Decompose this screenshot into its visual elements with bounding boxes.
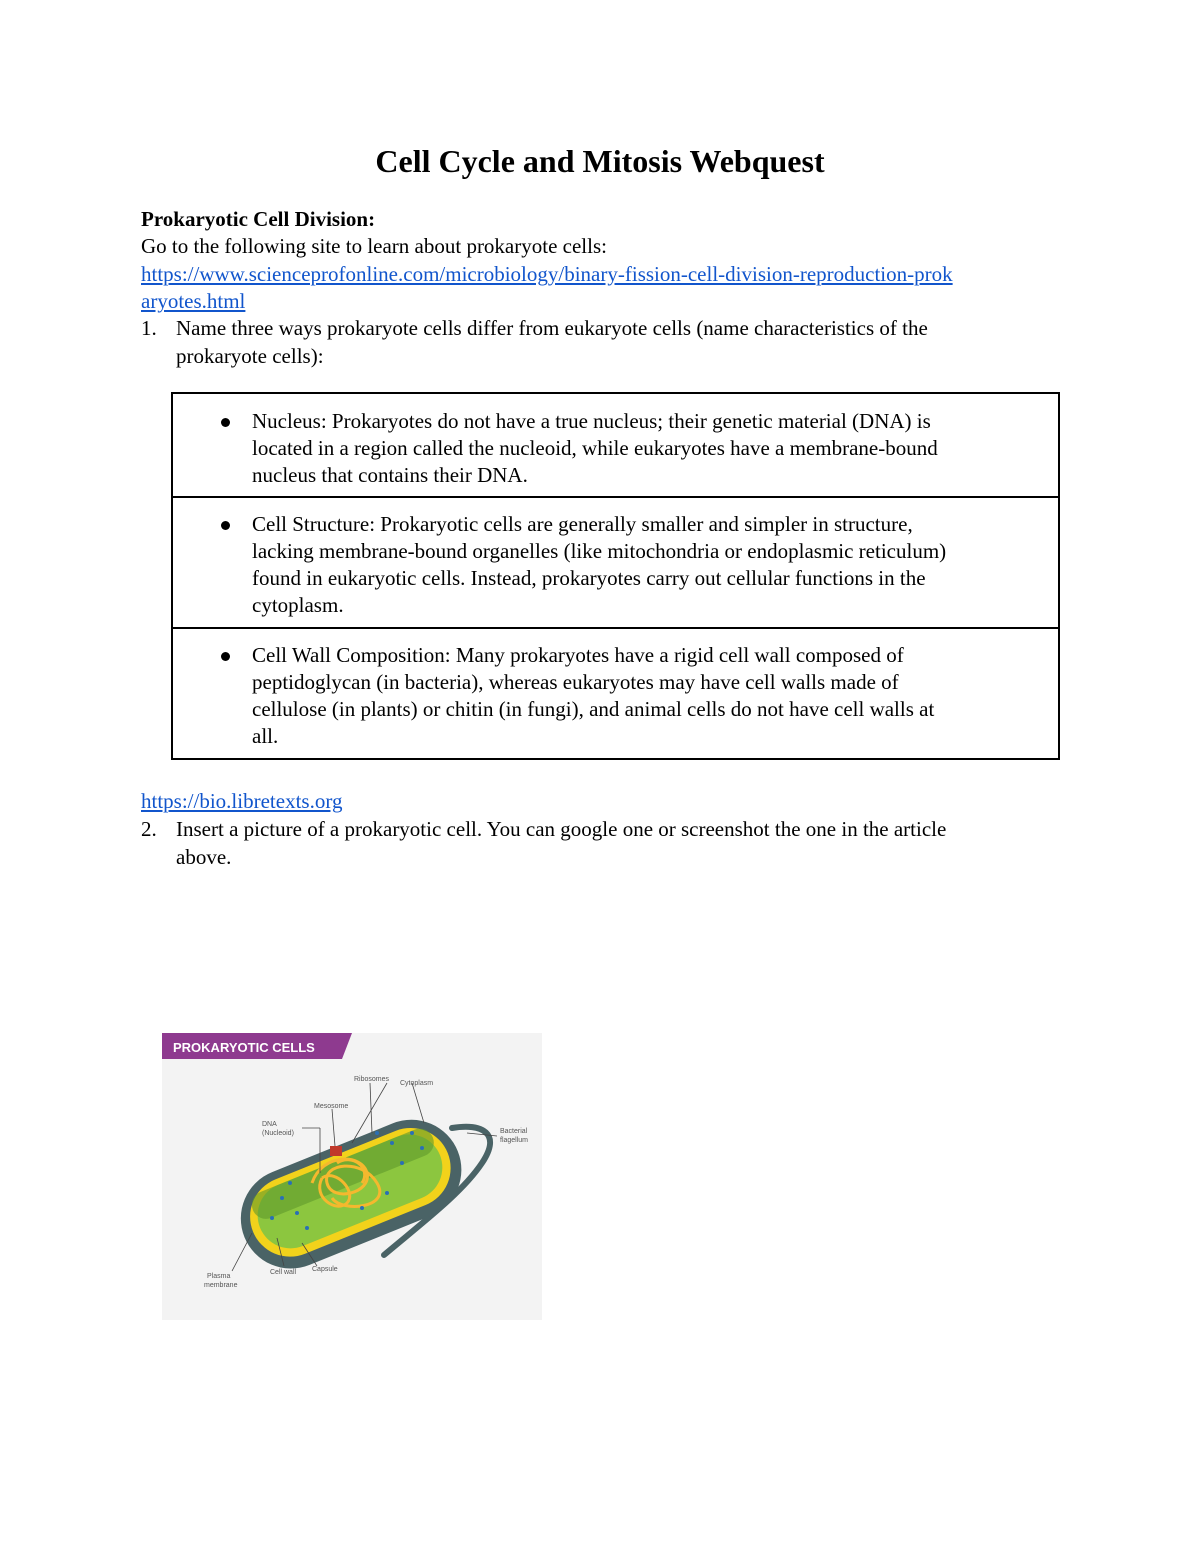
banner-text: PROKARYOTIC CELLS xyxy=(173,1040,315,1055)
link-libretexts-line[interactable] xyxy=(141,787,342,815)
answer-line: peptidoglycan (in bacteria), whereas eukaryotes may have cell walls made of xyxy=(252,670,899,694)
answer-table xyxy=(171,392,1060,760)
answer-cell-nucleus[interactable] xyxy=(173,394,1058,498)
section-heading: Prokaryotic Cell Division: xyxy=(141,207,376,231)
label-dna: DNA xyxy=(262,1121,277,1128)
answer-line: cytoplasm. xyxy=(252,593,344,617)
bullet-icon xyxy=(221,652,230,661)
intro-text: Go to the following site to learn about prokaryote cells: xyxy=(141,234,607,258)
label-flagellum: flagellum xyxy=(500,1137,529,1144)
label-cytoplasm: Cytoplasm xyxy=(400,1080,434,1087)
link-scienceprofonline-cont[interactable]: aryotes.html xyxy=(141,289,246,313)
label-ribosomes: Ribosomes xyxy=(354,1076,390,1083)
question-1-line: prokaryote cells): xyxy=(176,344,324,368)
answer-cell-structure[interactable] xyxy=(173,498,1058,629)
answer-text xyxy=(252,408,1038,489)
mesosome-shape xyxy=(330,1146,342,1156)
label-bacterial: Bacterial xyxy=(500,1128,528,1135)
bullet-icon xyxy=(221,521,230,530)
answer-cell-wall[interactable] xyxy=(173,629,1058,758)
label-membrane: membrane xyxy=(204,1282,238,1289)
link-scienceprofonline-line1[interactable] xyxy=(141,260,953,288)
label-plasma: Plasma xyxy=(207,1273,231,1280)
answer-text xyxy=(252,511,1038,619)
prokaryotic-cell-image xyxy=(162,1033,542,1320)
answer-line: all. xyxy=(252,724,279,748)
label-mesosome: Mesosome xyxy=(314,1103,349,1110)
answer-line: nucleus that contains their DNA. xyxy=(252,463,528,487)
answer-line: lacking membrane-bound organelles (like mitochondria or endoplasmic reticulum) xyxy=(252,539,947,563)
question-2-line: above. xyxy=(176,845,232,869)
link-scienceprofonline-line2[interactable] xyxy=(141,287,245,315)
prokaryotic-cell-diagram xyxy=(162,1033,542,1320)
document-title: Cell Cycle and Mitosis Webquest xyxy=(375,143,825,179)
label-capsule: Capsule xyxy=(312,1266,338,1273)
answer-line: Nucleus: Prokaryotes do not have a true nucleus; their genetic material (DNA) is xyxy=(252,409,931,433)
link-scienceprofonline[interactable]: https://www.scienceprofonline.com/microbiology/binary-fission-cell-division-reproduction-prok xyxy=(141,262,953,286)
question-1-line: Name three ways prokaryote cells differ from eukaryote cells (name characteristics of the xyxy=(176,316,928,340)
bullet-icon xyxy=(221,418,230,427)
question-2-line: Insert a picture of a prokaryotic cell. You can google one or screenshot the one in the article xyxy=(176,817,947,841)
answer-line: located in a region called the nucleoid, while eukaryotes have a membrane-bound xyxy=(252,436,938,460)
question-2-number: 2. xyxy=(141,817,157,841)
answer-line: Cell Wall Composition: Many prokaryotes have a rigid cell wall composed of xyxy=(252,643,904,667)
question-2-text xyxy=(176,815,1076,871)
answer-line: Cell Structure: Prokaryotic cells are generally smaller and simpler in structure, xyxy=(252,512,913,536)
question-1-number: 1. xyxy=(141,316,157,340)
link-libretexts[interactable]: https://bio.libretexts.org xyxy=(141,789,343,813)
answer-line: cellulose (in plants) or chitin (in fungi), and animal cells do not have cell walls at xyxy=(252,697,935,721)
answer-line: found in eukaryotic cells. Instead, prokaryotes carry out cellular functions in the xyxy=(252,566,926,590)
answer-text xyxy=(252,642,1038,750)
label-nucleoid: (Nucleoid) xyxy=(262,1130,294,1137)
label-cell-wall: Cell wall xyxy=(270,1269,297,1276)
question-1-text xyxy=(176,314,1056,370)
